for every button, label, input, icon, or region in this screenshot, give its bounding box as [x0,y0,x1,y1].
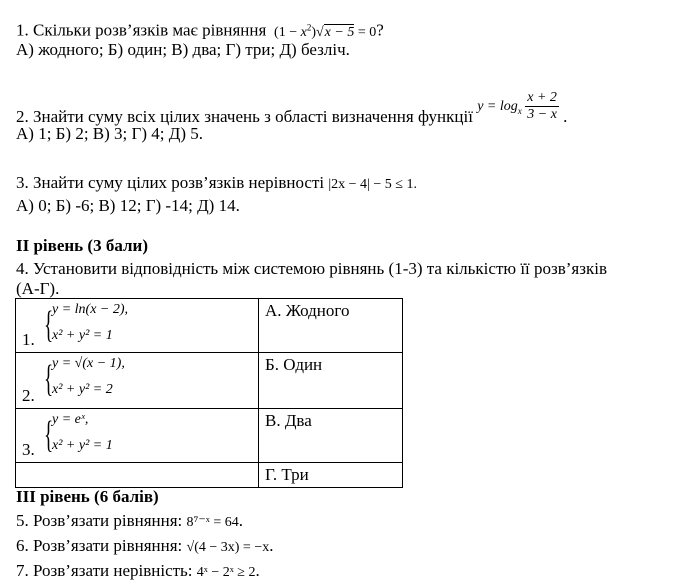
question-6: 6. Розв’язати рівняння: √(4 − 3x) = −x. [16,536,274,555]
table-row: 2. { y = √(x − 1), x² + y² = 2 Б. Один [16,353,403,409]
question-7: 7. Розв’язати нерівність: 4ˣ − 2ˣ ≥ 2. [16,561,260,580]
question-4-line1: 4. Установити відповідність між системою рівнянь (1-3) та кількістю її розв’язків [16,259,607,278]
answer-cell: Г. Три [259,463,403,488]
question-2: 2. Знайти суму всіх цілих значень з області визначення функції $y = \log_x$ $\frac{x + 2}{3 - x}$ . [16,90,568,126]
level-3-heading: III рівень (6 балів) [16,487,159,506]
question-5: 5. Розв’язати рівняння: 8⁷⁻ˣ = 64. [16,511,243,530]
answer-cell: В. Два [259,409,403,463]
question-3 [16,173,417,195]
answer-cell: А. Жодного [259,299,403,353]
table-row [16,463,403,488]
question-3-text: 3. Знайти суму цілих розв’язків нерівності [16,173,325,192]
level-2-heading: II рівень (3 бали) [16,236,148,255]
question-1: 1. Скільки розв’язків має рівняння $(1 - x^2)√x - 5 = 0$? [16,20,384,40]
table-row: 3. { y = eˣ, x² + y² = 1 В. Два [16,409,403,463]
question-4-line2: (А-Г). [16,279,60,298]
question-2-function: $y = \log_x$ $\frac{x + 2}{3 - x}$ [477,90,557,122]
table-row: 1. { y = ln(x − 2), x² + y² = 1 А. Жодного [16,299,403,353]
answer-cell: Б. Один [259,353,403,409]
question-1-options: А) жодного; Б) один; В) два; Г) три; Д) безліч. [16,40,350,59]
question-1-equation: $(1 - x^2)√x - 5 = 0$ [274,22,377,40]
question-2-options: А) 1; Б) 2; В) 3; Г) 4; Д) 5. [16,124,203,143]
question-3-inequality: |2x − 4| − 5 ≤ 1. [328,177,417,192]
question-2-text: 2. Знайти суму всіх цілих значень з області визначення функції [16,106,473,126]
question-1-text: 1. Скільки розв’язків має рівняння [16,20,267,40]
question-3-options: А) 0; Б) -6; В) 12; Г) -14; Д) 14. [16,196,240,215]
matching-table [15,298,403,488]
